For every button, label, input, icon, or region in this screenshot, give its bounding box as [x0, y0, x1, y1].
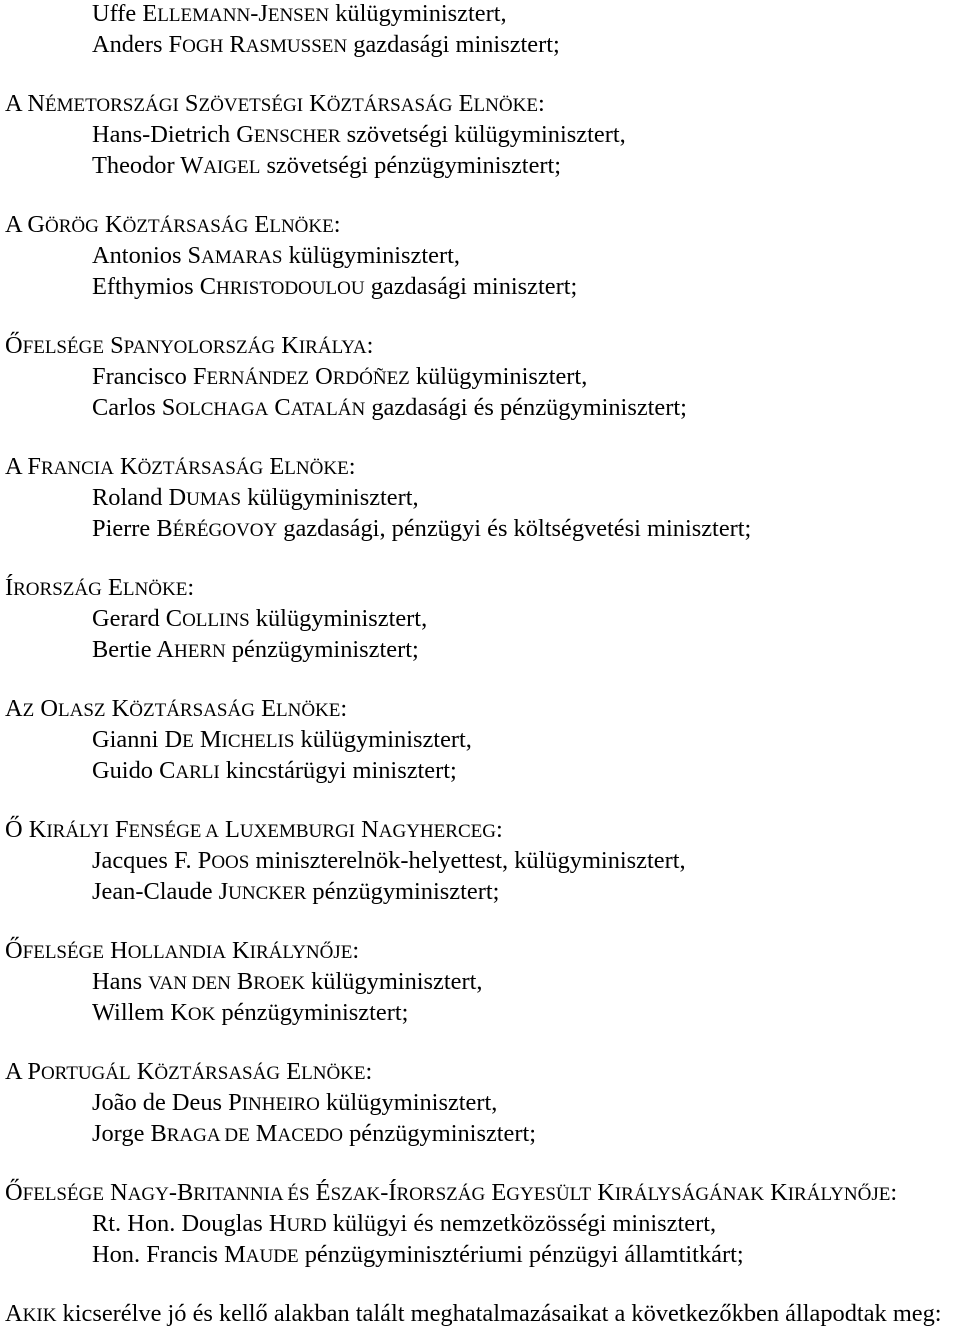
text-run: Gianni D	[92, 726, 183, 753]
text-run: Rt. Hon. Douglas H	[92, 1210, 287, 1237]
text-run: Gerard C	[92, 605, 183, 632]
small-caps-run: ENSCHER	[253, 126, 341, 147]
text-run: külügyminisztert,	[294, 726, 472, 753]
text-run: Hans-Dietrich G	[92, 121, 254, 148]
plenipotentiary-line	[0, 484, 960, 515]
party-block	[0, 1179, 960, 1271]
text-run: :	[365, 1058, 373, 1086]
small-caps-run: OLLANDIA	[127, 942, 226, 964]
text-run: Francisco F	[92, 363, 207, 390]
small-caps-run: OLLINS	[182, 610, 250, 631]
small-caps-run: ASMUSSEN	[245, 35, 348, 57]
small-caps-run: HERN	[173, 640, 226, 662]
small-caps-run: UNCKER	[228, 882, 307, 904]
text-run: M	[249, 1119, 278, 1147]
party-heading	[0, 332, 960, 363]
plenipotentiary-line	[0, 1120, 960, 1151]
small-caps-run: UXEMBURGI	[239, 821, 356, 843]
party-block	[0, 937, 960, 1029]
text-run: kincstárügyi minisztert;	[219, 756, 457, 784]
text-run: João de Deus P	[92, 1089, 242, 1116]
text-run: külügyminisztert,	[329, 0, 507, 27]
text-run: K	[764, 1179, 788, 1207]
small-caps-run: AGY	[127, 1184, 169, 1206]
text-run: Jean-Claude J	[92, 877, 229, 905]
text-run: K	[303, 90, 327, 118]
small-caps-run: ÖRÖG	[44, 216, 99, 238]
party-heading	[0, 574, 960, 605]
party-block	[0, 0, 960, 62]
party-block	[0, 453, 960, 545]
small-caps-run: ÖZTÁRSASÁG	[154, 1063, 281, 1085]
text-run: C	[268, 393, 291, 421]
small-caps-run: VAN DEN	[148, 973, 231, 994]
plenipotentiary-line	[0, 999, 960, 1030]
small-caps-run: OGH	[182, 35, 224, 57]
text-run: külügyminisztert,	[319, 1089, 498, 1116]
small-caps-run: FELSÉGE	[22, 337, 104, 359]
small-caps-run: ENSÉGE A	[128, 821, 219, 843]
text-run: Ő	[5, 332, 23, 360]
party-heading	[0, 90, 960, 121]
text-run: külügyminisztert,	[304, 968, 483, 995]
plenipotentiary-line	[0, 968, 960, 999]
small-caps-run: RANCIA	[40, 458, 114, 480]
text-run: Ő K	[5, 816, 47, 844]
small-caps-run: OOS	[211, 852, 250, 873]
small-caps-run: AMARAS	[201, 247, 283, 268]
text-run: :	[333, 211, 341, 239]
small-caps-run: ATALÁN	[290, 398, 366, 420]
text-run: Ő	[5, 1179, 23, 1207]
party-block	[0, 90, 960, 182]
party-block	[0, 211, 960, 303]
text-run: :	[366, 332, 374, 360]
small-caps-run: GYESÜLT	[506, 1184, 592, 1206]
text-run: O	[308, 363, 333, 390]
text-run: Efthymios C	[92, 272, 216, 300]
text-run: E	[485, 1179, 507, 1207]
plenipotentiary-line	[0, 636, 960, 667]
closing-sentence	[0, 1300, 960, 1331]
small-caps-run: LNÖKE	[473, 95, 538, 117]
small-caps-run: AGYHERCEG	[378, 821, 496, 843]
small-caps-run: IRÁLYNŐJE	[249, 942, 353, 964]
text-run: szövetségi pénzügyminisztert;	[260, 151, 562, 179]
text-run: A G	[5, 211, 45, 239]
text-run: pénzügyminisztert;	[306, 877, 500, 905]
text-run: :	[352, 937, 360, 965]
small-caps-run: ROEK	[253, 973, 305, 994]
small-caps-run: FELSÉGE	[22, 1184, 104, 1206]
text-run: Anders F	[92, 30, 183, 58]
small-caps-run: ÖZTÁRSASÁG	[122, 216, 249, 238]
party-block	[0, 695, 960, 787]
plenipotentiary-line	[0, 121, 960, 152]
text-run: külügyminisztert,	[249, 605, 428, 632]
text-run: Ő	[5, 937, 23, 965]
text-run: E	[248, 211, 270, 239]
small-caps-run: LLEMANN	[157, 5, 251, 26]
text-run: pénzügyminisztert;	[225, 635, 419, 663]
small-caps-run: INHEIRO	[241, 1094, 320, 1115]
text-run: L	[218, 816, 240, 844]
text-run: A	[5, 695, 23, 723]
text-run: Uffe E	[92, 0, 158, 27]
text-run: -J	[250, 0, 268, 27]
small-caps-run: ÉMETORSZÁGI	[44, 95, 179, 117]
text-run: Jacques F. P	[92, 847, 212, 874]
plenipotentiary-line	[0, 605, 960, 636]
text-run: gazdasági minisztert;	[364, 272, 578, 300]
small-caps-run: ICHELIS	[221, 731, 295, 752]
text-run: -B	[168, 1179, 194, 1207]
text-run: gazdasági, pénzügyi és költségvetési minisztert;	[277, 514, 752, 542]
text-run: N	[355, 816, 379, 844]
party-block	[0, 332, 960, 424]
small-caps-run: UMAS	[186, 489, 242, 510]
small-caps-run: LNÖKE	[269, 216, 334, 238]
text-run: H	[103, 937, 128, 965]
small-caps-run: ÖZTÁRSASÁG	[326, 95, 453, 117]
party-heading	[0, 937, 960, 968]
small-caps-run: ENSEN	[267, 5, 330, 26]
small-caps-run: ARLI	[175, 761, 220, 783]
party-heading	[0, 211, 960, 242]
text-run: Jorge B	[92, 1119, 167, 1147]
small-caps-run: ERNÁNDEZ	[206, 368, 309, 389]
plenipotentiary-line	[0, 31, 960, 62]
text-run: Willem K	[92, 998, 188, 1026]
text-run: F	[108, 816, 129, 844]
party-block	[0, 816, 960, 908]
small-caps-run: Z	[22, 700, 35, 722]
plenipotentiary-line	[0, 515, 960, 546]
plenipotentiary-line	[0, 1210, 960, 1241]
text-run: Bertie A	[92, 635, 174, 663]
small-caps-run: ÖZTÁRSASÁG	[137, 458, 264, 480]
text-run: K	[113, 453, 138, 481]
small-caps-run: E	[182, 731, 194, 752]
text-run: A	[5, 1300, 23, 1328]
small-caps-run: FELSÉGE	[22, 942, 104, 964]
text-run: N	[103, 1179, 128, 1207]
text-run: pénzügyminisztériumi pénzügyi államtitkárt;	[298, 1240, 744, 1268]
text-run: K	[275, 332, 299, 360]
text-run: M	[193, 726, 222, 753]
small-caps-run: LNÖKE	[301, 1063, 366, 1085]
small-caps-run: SZAK	[330, 1184, 381, 1206]
party-block	[0, 1058, 960, 1150]
text-run: B	[230, 968, 254, 995]
text-run: K	[98, 211, 123, 239]
small-caps-run: ZÖVETSÉGI	[198, 95, 304, 117]
party-heading	[0, 695, 960, 726]
small-caps-run: AIGEL	[203, 156, 261, 178]
text-run: -Í	[380, 1179, 397, 1207]
plenipotentiary-line	[0, 878, 960, 909]
small-caps-run: RITANNIA ÉS	[193, 1184, 310, 1206]
small-caps-run: LASZ	[57, 700, 106, 722]
text-run: :	[187, 574, 195, 602]
plenipotentiary-line	[0, 242, 960, 273]
text-run: K	[130, 1058, 155, 1086]
text-run: :	[496, 816, 503, 844]
text-run: R	[223, 30, 246, 58]
text-run: szövetségi külügyminisztert,	[340, 121, 626, 148]
party-heading	[0, 1058, 960, 1089]
text-run: Roland D	[92, 484, 187, 511]
text-run: K	[105, 695, 130, 723]
small-caps-run: URD	[286, 1215, 327, 1236]
text-run: Í	[5, 574, 14, 602]
small-caps-run: AUDE	[245, 1245, 299, 1267]
text-run: Theodor W	[92, 151, 204, 179]
text-run: A P	[5, 1058, 41, 1086]
small-caps-run: LNÖKE	[122, 579, 188, 601]
text-run: O	[34, 695, 58, 723]
text-run: S	[178, 90, 199, 118]
plenipotentiary-line	[0, 152, 960, 183]
text-run: kicserélve jó és kellő alakban talált meghatalmazásaikat a következőkben állapodtak meg:	[56, 1300, 942, 1328]
party-heading	[0, 816, 960, 847]
text-run: K	[225, 937, 250, 965]
text-run: Hon. Francis M	[92, 1240, 246, 1268]
text-run: E	[280, 1058, 302, 1086]
text-run: Pierre B	[92, 514, 173, 542]
small-caps-run: HRISTODOULOU	[216, 277, 365, 299]
small-caps-run: RAGA DE	[166, 1124, 250, 1146]
plenipotentiary-line	[0, 1241, 960, 1272]
plenipotentiary-line	[0, 726, 960, 757]
plenipotentiary-line	[0, 847, 960, 878]
party-heading	[0, 453, 960, 484]
text-run: külügyminisztert,	[241, 484, 419, 511]
text-run: külügyminisztert,	[282, 242, 460, 269]
text-run: Guido C	[92, 756, 176, 784]
small-caps-run: PANYOLORSZÁG	[123, 337, 276, 359]
small-caps-run: ÉRÉGOVOY	[172, 519, 278, 541]
plenipotentiary-line	[0, 363, 960, 394]
small-caps-run: OLCHAGA	[175, 398, 269, 420]
text-run: E	[452, 90, 474, 118]
small-caps-run: IRÁLYNŐJE	[787, 1184, 891, 1206]
plenipotentiary-line	[0, 0, 960, 31]
text-run: gazdasági és pénzügyminisztert;	[365, 393, 687, 421]
text-run: E	[263, 453, 285, 481]
text-run: Antonios S	[92, 242, 202, 269]
small-caps-run: LNÖKE	[284, 458, 349, 480]
text-run: miniszterelnök-helyettest, külügyminisztert,	[249, 847, 686, 874]
text-run: :	[348, 453, 356, 481]
text-run: S	[103, 332, 124, 360]
text-run: külügyi és nemzetközösségi minisztert,	[326, 1210, 717, 1237]
small-caps-run: ACEDO	[277, 1124, 343, 1146]
small-caps-run: RORSZÁG	[13, 579, 102, 601]
text-run: gazdasági minisztert;	[347, 30, 560, 58]
small-caps-run: IRÁLYA	[298, 337, 367, 359]
plenipotentiary-line	[0, 757, 960, 788]
text-run: É	[309, 1179, 331, 1207]
text-run: :	[340, 695, 348, 723]
small-caps-run: ORTUGÁL	[40, 1063, 131, 1085]
small-caps-run: IRÁLYI	[46, 821, 109, 843]
small-caps-run: OK	[187, 1003, 216, 1025]
text-run: Hans	[92, 968, 149, 995]
small-caps-run: ÖZTÁRSASÁG	[129, 700, 255, 722]
text-run: A N	[5, 90, 45, 118]
text-run: E	[254, 695, 276, 723]
text-run: pénzügyminisztert;	[343, 1119, 537, 1147]
text-run: pénzügyminisztert;	[215, 998, 409, 1026]
small-caps-run: RDÓÑEZ	[332, 368, 410, 389]
text-run: :	[537, 90, 545, 118]
text-run: külügyminisztert,	[409, 363, 588, 390]
small-caps-run: KIK	[22, 1305, 57, 1327]
party-heading	[0, 1179, 960, 1210]
text-run: Carlos S	[92, 393, 176, 421]
small-caps-run: LNÖKE	[275, 700, 341, 722]
small-caps-run: IRÁLYSÁGÁNAK	[614, 1184, 764, 1206]
text-run: K	[591, 1179, 615, 1207]
text-run: E	[101, 574, 123, 602]
plenipotentiary-line	[0, 394, 960, 425]
small-caps-run: RORSZÁG	[396, 1184, 486, 1206]
text-run: A F	[5, 453, 41, 481]
plenipotentiary-line	[0, 1089, 960, 1120]
party-block	[0, 574, 960, 666]
plenipotentiary-line	[0, 273, 960, 304]
text-run: :	[890, 1179, 898, 1207]
